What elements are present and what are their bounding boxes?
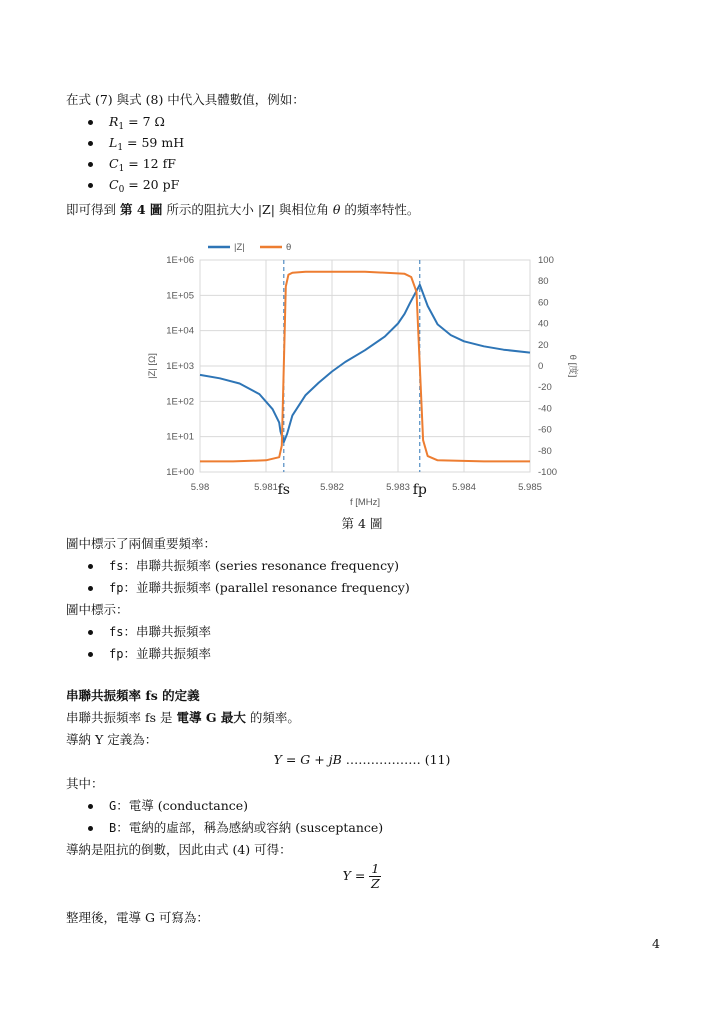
impedance-phase-chart (130, 236, 578, 511)
final-line: 整理後，電導 G 可寫為： (66, 910, 209, 925)
page-number: 4 (652, 936, 660, 951)
section-definition: 串聯共振頻率 fs 是 電導 G 最大 的頻率。 (66, 710, 300, 725)
bullet-icon (88, 804, 93, 809)
param-l1: $L_1 = 59$ mH (88, 135, 184, 153)
where-label: 其中： (66, 776, 104, 791)
x-tick-label: 5.98 (190, 482, 210, 493)
bullet-icon (88, 586, 93, 591)
y-right-tick-label: 80 (538, 276, 549, 288)
param-c1: $C_1 = 12$ fF (88, 156, 176, 174)
y-right-tick-label: -100 (538, 467, 558, 478)
reciprocal-note: 導納是阻抗的倒數，因此由式 (4) 可得： (66, 842, 292, 857)
term-b: B：電納的虛部，稱為感納或容納 (susceptance) (88, 818, 383, 836)
y-left-tick-label: 1E+00 (166, 467, 194, 478)
x-tick-label: 5.982 (320, 482, 344, 493)
y-left-tick-label: 1E+01 (166, 431, 194, 443)
figure-caption: 第 4 圖 (341, 516, 383, 531)
bullet-icon (88, 162, 93, 167)
bullet-icon (88, 183, 93, 188)
y-right-tick-label: -60 (538, 424, 552, 436)
param-c0: $C_0 = 20$ pF (88, 177, 179, 195)
legend-label-impedance: |Z| (234, 242, 245, 253)
bullet-icon (88, 630, 93, 635)
freq-item2-fp: fp：並聯共振頻率 (88, 644, 211, 662)
y-right-axis-label: θ [度] (567, 354, 578, 378)
y-left-tick-label: 1E+06 (166, 255, 194, 266)
bullet-icon (88, 652, 93, 657)
fraction: $\frac{1}{Z}$ (370, 861, 380, 891)
intro-result: 即可得到 第 4 圖 所示的阻抗大小 |Z| 與相位角 θ 的頻率特性。 (66, 202, 420, 217)
y-left-tick-label: 1E+02 (166, 396, 194, 408)
bullet-icon (88, 141, 93, 146)
y-left-tick-label: 1E+05 (166, 290, 194, 302)
x-tick-label: 5.985 (518, 482, 542, 493)
legend-label-phase: θ (286, 242, 292, 253)
y-right-tick-label: 100 (538, 255, 554, 266)
freq-item-fp: fp：並聯共振頻率 (parallel resonance frequency) (88, 578, 410, 596)
x-tick-label: 5.984 (452, 482, 476, 493)
y-right-tick-label: 20 (538, 339, 549, 351)
y-right-tick-label: -20 (538, 382, 552, 394)
y-left-tick-label: 1E+03 (166, 361, 194, 372)
term-g: G：電導 (conductance) (88, 796, 248, 814)
y-right-tick-label: 0 (538, 361, 544, 372)
x-axis-label: f [MHz] (349, 497, 381, 508)
y-right-tick-label: 60 (538, 297, 549, 309)
x-tick-label: 5.983 (386, 482, 410, 493)
bullet-icon (88, 564, 93, 569)
freqs-lead-2: 圖中標示： (66, 602, 129, 617)
bullet-icon (88, 120, 93, 125)
marker-label-fp: fp (412, 482, 427, 498)
freqs-lead: 圖中標示了兩個重要頻率： (66, 536, 217, 551)
y-left-tick-label: 1E+04 (166, 325, 194, 337)
equation-reciprocal: Y = $\frac{1}{Z}$ (342, 861, 380, 891)
y-left-axis-label: |Z| [Ω] (147, 353, 158, 379)
equation-11: Y = G + jB ……………… (11) (273, 752, 451, 767)
bullet-icon (88, 826, 93, 831)
y-right-tick-label: -40 (538, 403, 552, 415)
y-right-tick-label: -80 (538, 445, 552, 457)
section-heading: 串聯共振頻率 fs 的定義 (66, 688, 200, 703)
freq-item-fs: fs：串聯共振頻率 (series resonance frequency) (88, 556, 399, 574)
intro-lead: 在式 (7) 與式 (8) 中代入具體數值，例如： (66, 92, 305, 107)
y-right-tick-label: 40 (538, 318, 549, 330)
admittance-intro: 導納 Y 定義為： (66, 732, 158, 747)
param-r1: $R_1 = 7$ Ω (88, 114, 165, 132)
x-tick-label: 5.981 (254, 482, 278, 493)
freq-item2-fs: fs：串聯共振頻率 (88, 622, 211, 640)
marker-label-fs: fs (277, 482, 291, 498)
